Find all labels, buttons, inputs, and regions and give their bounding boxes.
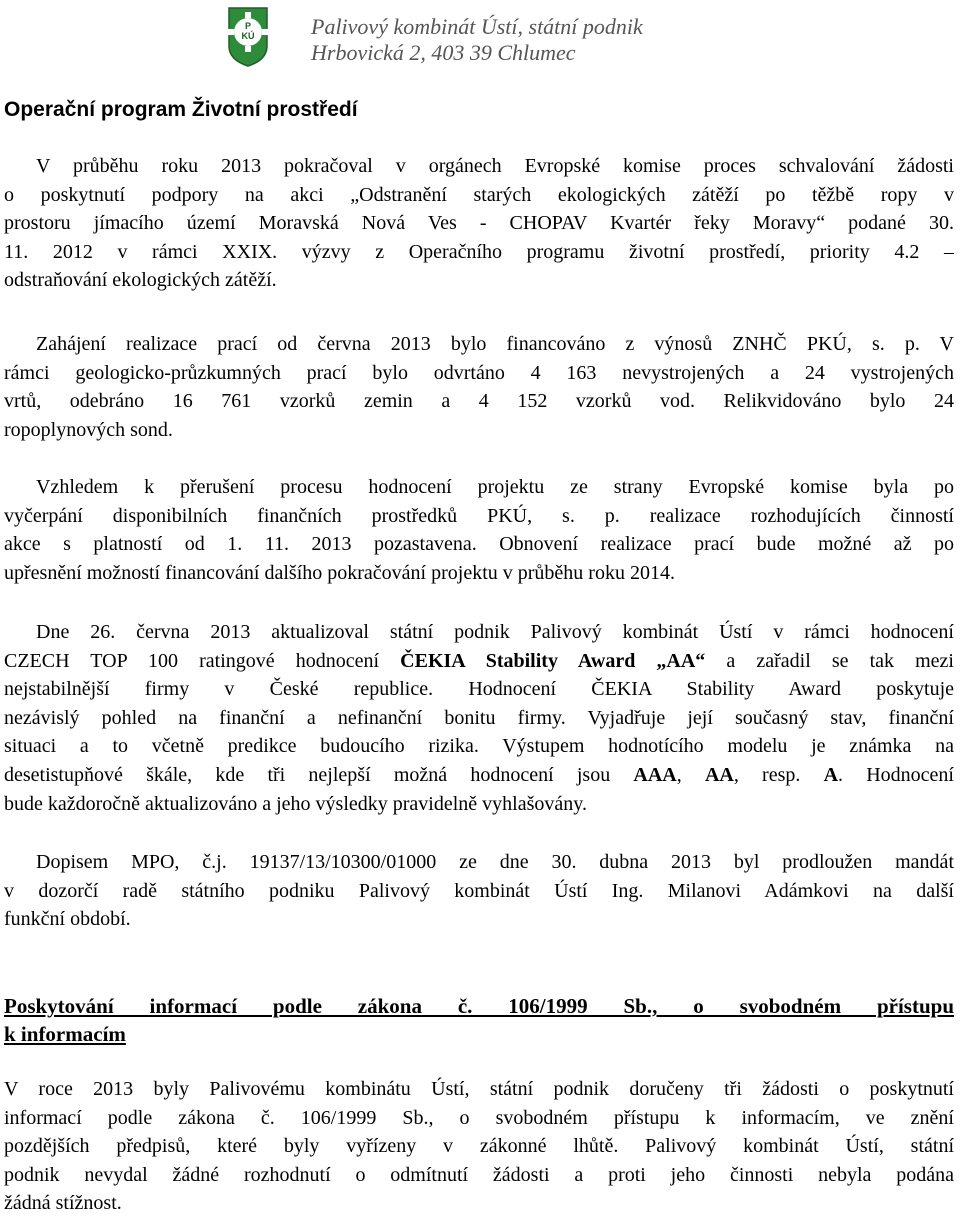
text-line: vrtů, odebráno 16 761 vzorků zemin a 4 152 vzorků vod. Relikvidováno bylo 24 [4, 390, 954, 413]
text-line: odstraňování ekologických zátěží. [4, 269, 277, 292]
section-heading-information-access [4, 992, 954, 1048]
text-line: Zahájení realizace prací od června 2013 bylo financováno z výnosů ZNHČ PKÚ, s. p. V [36, 333, 954, 355]
paragraph-op-status [4, 152, 954, 295]
text-span: desetistupňové škále, kde tři nejlepší možná hodnocení jsou [4, 763, 634, 786]
text-span: . Hodnocení [838, 763, 954, 786]
rating-a: A [823, 763, 839, 786]
text-line: upřesnění možností financování dalšího pokračování projektu v průběhu roku 2014. [4, 561, 675, 584]
rating-aaa: AAA [633, 763, 677, 786]
text-line: situaci a to včetně predikce budoucího rizika. Výstupem hodnotícího modelu je známka na [4, 735, 954, 758]
text-span: , [676, 763, 705, 786]
logo-text-ku: KÚ [241, 31, 255, 41]
paragraph-mandate [4, 848, 954, 934]
text-span: a zařadil se tak mezi [705, 649, 954, 672]
text-line: pozdějších předpisů, které byly vyřízeny v zákonné lhůtě. Palivový kombinát Ústí, státní [4, 1135, 954, 1158]
award-name: ČEKIA Stability Award „AA“ [400, 649, 706, 672]
text-line: vyčerpání disponibilních finančních prostředků PKÚ, s. p. realizace rozhodujících činností [4, 504, 954, 527]
text-line [4, 761, 954, 790]
paragraph-information-requests [4, 1075, 954, 1218]
text-line: v dozorčí radě státního podniku Palivový kombinát Ústí Ing. Milanovi Adámkovi na další [4, 879, 954, 902]
paragraph-cekia-award [4, 618, 954, 818]
text-line: akce s platností od 1. 11. 2013 pozastavena. Obnovení realizace prací bude možné až po [4, 533, 954, 556]
section-title: Operační program Životní prostředí [4, 98, 358, 121]
text-line: V průběhu roku 2013 pokračoval v orgánech Evropské komise proces schvalování žádosti [36, 155, 954, 177]
text-line: Dopisem MPO, č.j. 19137/13/10300/01000 ze dne 30. dubna 2013 byl prodloužen mandát [36, 851, 954, 873]
heading-line: k informacím [4, 1022, 126, 1046]
page-header [223, 6, 943, 70]
heading-line: Poskytování informací podle zákona č. 106/1999 Sb., o svobodném přístupu [4, 994, 954, 1018]
paragraph-suspension [4, 473, 954, 587]
text-line [4, 647, 954, 676]
text-line: nejstabilnější firmy v České republice. Hodnocení ČEKIA Stability Award poskytuje [4, 678, 954, 701]
text-line: 11. 2012 v rámci XXIX. výzvy z Operačního programu životní prostředí, priority 4.2 – [4, 240, 954, 263]
text-line: žádná stížnost. [4, 1192, 122, 1215]
text-line: informací podle zákona č. 106/1999 Sb., o svobodném přístupu k informacím, ve znění [4, 1106, 954, 1129]
text-span: , resp. [733, 763, 824, 786]
pku-logo [223, 6, 273, 68]
text-line: Vzhledem k přerušení procesu hodnocení projektu ze strany Evropské komise byla po [36, 476, 954, 498]
text-line: rámci geologicko-průzkumných prací bylo odvrtáno 4 163 nevystrojených a 24 vystrojených [4, 361, 954, 384]
text-span: CZECH TOP 100 ratingové hodnocení [4, 649, 401, 672]
text-line: V roce 2013 byly Palivovému kombinátu Ústí, státní podnik doručeny tři žádosti o poskytnutí [4, 1078, 954, 1100]
company-info [311, 14, 643, 66]
text-line: podnik nevydal žádné rozhodnutí o odmítnutí žádosti a proti jeho činnosti nebyla podána [4, 1163, 954, 1186]
company-address: Hrbovická 2, 403 39 Chlumec [311, 40, 576, 65]
text-line: ropoplynových sond. [4, 418, 173, 441]
text-line: o poskytnutí podpory na akci „Odstranění starých ekologických zátěží po těžbě ropy v [4, 183, 954, 206]
rating-aa: AA [704, 763, 734, 786]
text-line: nezávislý pohled na finanční a nefinanční bonitu firmy. Vyjadřuje její současný stav, finanční [4, 706, 954, 729]
text-line: funkční období. [4, 908, 131, 931]
company-name: Palivový kombinát Ústí, státní podnik [311, 14, 643, 39]
text-line: prostoru jímacího území Moravská Nová Ves - CHOPAV Kvartér řeky Moravy“ podané 30. [4, 212, 954, 235]
text-line: Dne 26. června 2013 aktualizoval státní podnik Palivový kombinát Ústí v rámci hodnocení [36, 621, 954, 643]
text-line: bude každoročně aktualizováno a jeho výsledky pravidelně vyhlašovány. [4, 792, 587, 815]
paragraph-realization [4, 330, 954, 444]
logo-text-p: P [244, 21, 252, 31]
